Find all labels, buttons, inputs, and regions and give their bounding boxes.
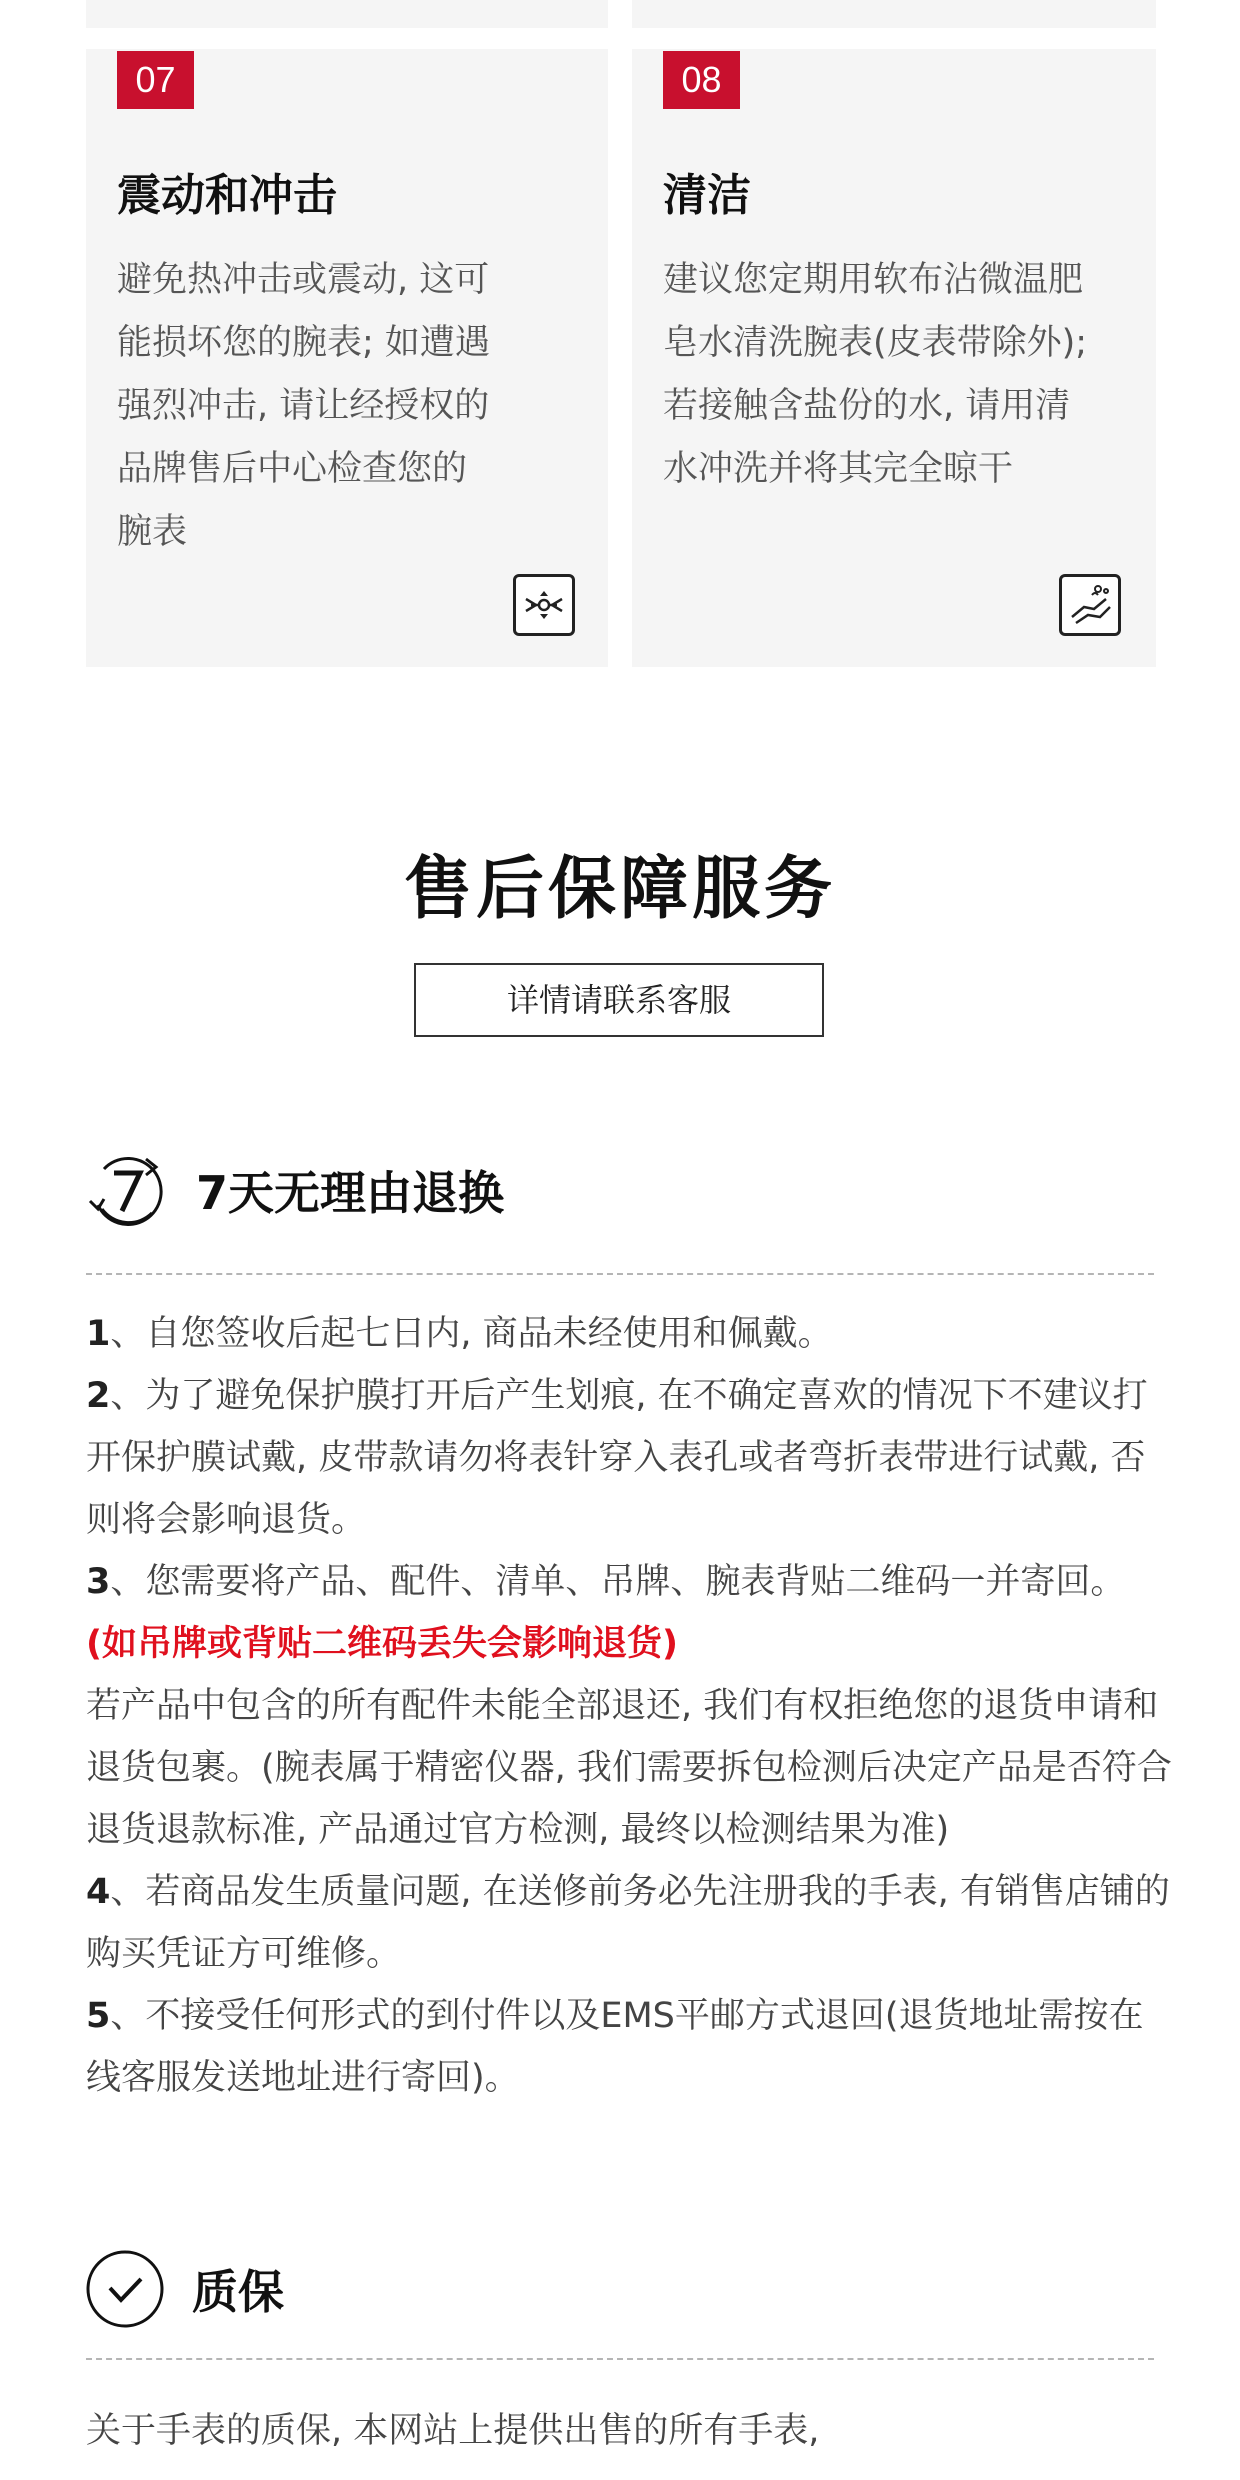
card-text-line: 皂水清洗腕表(皮表带除外); [663,323,1088,363]
card-text-line: 水冲洗并将其完全晾干 [663,449,1014,489]
return-policy-list [86,1303,1176,2109]
previous-card-right [632,0,1156,28]
list-item [86,1551,1176,1613]
card-text-line: 品牌售后中心检查您的 [117,449,468,489]
warranty-header [84,2248,284,2330]
care-card-cleaning [632,49,1156,667]
card-text-line: 若接触含盐份的水, 请用清 [663,386,1071,426]
list-item [86,1861,1176,1985]
item-number: 4 [86,1872,111,1912]
card-number-badge: 07 [117,51,194,109]
item-number: 2 [86,1376,111,1416]
section-title: 售后保障服务 [403,850,836,929]
card-description [663,249,1103,501]
card-text-line: 强烈冲击, 请让经授权的 [117,386,490,426]
warranty-title: 质保 [192,2265,284,2319]
checkmark-circle-icon [84,2248,166,2330]
shock-icon [513,574,575,636]
care-card-shock [86,49,608,667]
card-text-line: 建议您定期用软布沾微温肥 [663,260,1084,300]
warranty-description [86,2400,1176,2462]
item-text: 、自您签收后起七日内, 商品未经使用和佩戴。 [110,1314,833,1354]
item-number: 1 [86,1314,111,1354]
card-text-line: 腕表 [117,512,188,552]
card-text-line: 能损坏您的腕表; 如遭遇 [117,323,490,363]
card-title: 震动和冲击 [117,170,337,221]
divider [86,1273,1154,1275]
card-text-line: 避免热冲击或震动, 这可 [117,260,490,300]
return-policy-header [84,1147,504,1233]
list-item [86,1303,1176,1365]
item-text: 、您需要将产品、配件、清单、吊牌、腕表背贴二维码一并寄回。 [110,1562,1126,1602]
item-text: 、不接受任何形式的到付件以及EMS平邮方式退回(退货地址需按在线客服发送地址进行寄回)。 [86,1996,1144,2098]
list-item [86,1985,1176,2109]
item-text: 、若商品发生质量问题, 在送修前务必先注册我的手表, 有销售店铺的购买凭证方可维修。 [86,1872,1170,1974]
card-title: 清洁 [663,170,751,221]
return-warning: (如吊牌或背贴二维码丢失会影响退货) [86,1624,678,1664]
return-policy-title: 7天无理由退换 [196,1166,505,1220]
list-item [86,1365,1176,1551]
divider [86,2358,1154,2360]
return-note: 若产品中包含的所有配件未能全部退还, 我们有权拒绝您的退货申请和退货包裹。(腕表属于精密仪器, 我们需要拆包检测后决定产品是否符合退货退款标准, 产品通过官方检测, 最终以检测结果为准) [86,1686,1172,1850]
wash-hands-icon [1059,574,1121,636]
contact-customer-service-button[interactable]: 详情请联系客服 [414,963,824,1037]
item-number: 5 [86,1996,111,2036]
item-text: 、为了避免保护膜打开后产生划痕, 在不确定喜欢的情况下不建议打开保护膜试戴, 皮带款请勿将表针穿入表孔或者弯折表带进行试戴, 否则将会影响退货。 [86,1376,1148,1540]
seven-day-return-icon [84,1147,170,1233]
warranty-text-line: 关于手表的质保, 本网站上提供出售的所有手表, [86,2411,820,2451]
item-number: 3 [86,1562,111,1602]
card-description [117,249,557,564]
previous-card-left [86,0,608,28]
card-number-badge: 08 [663,51,740,109]
